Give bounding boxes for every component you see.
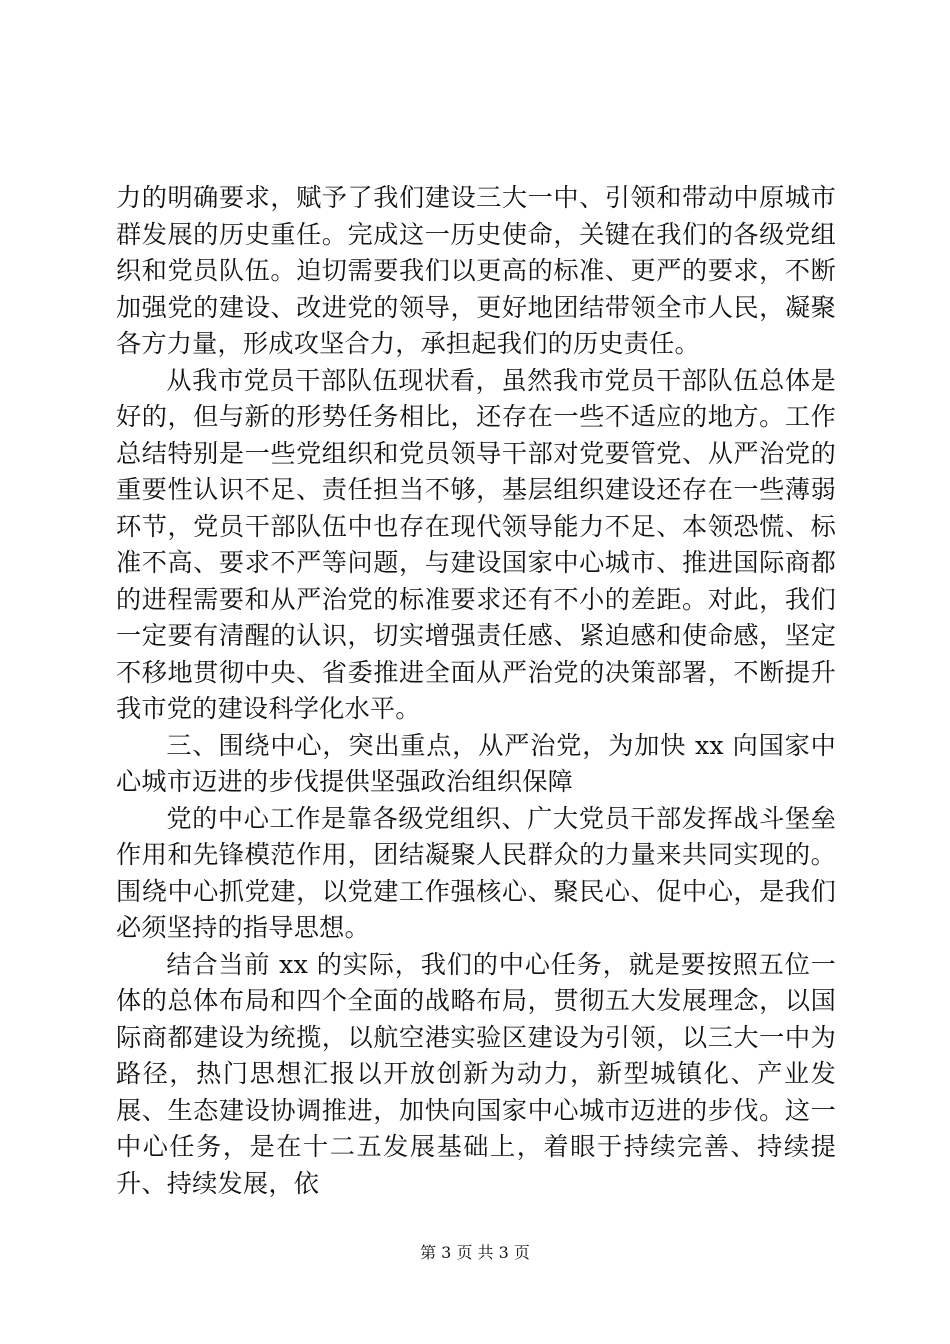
section-heading-3: 三、围绕中心，突出重点，从严治党，为加快 xx 向国家中心城市迈进的步伐提供坚强政治组织保障 — [116, 730, 836, 796]
document-body — [116, 180, 836, 1202]
paragraph-2: 从我市党员干部队伍现状看，虽然我市党员干部队伍总体是好的，但与新的形势任务相比，还存在一些不适应的地方。工作总结特别是一些党组织和党员领导干部对党要管党、从严治党的重要性认识不足、责任担当不够，基层组织建设还存在一些薄弱环节，党员干部队伍中也存在现代领导能力不足、本领恐慌、标准不高、要求不严等问题，与建设国家中心城市、推进国际商都的进程需要和从严治党的标准要求还有不小的差距。对此，我们一定要有清醒的认识，切实增强责任感、紧迫感和使命感，坚定不移地贯彻中央、省委推进全面从严治党的决策部署，不断提升我市党的建设科学化水平。 — [116, 365, 836, 723]
page-footer: 第 3 页 共 3 页 — [420, 1243, 530, 1262]
paragraph-5: 结合当前 xx 的实际，我们的中心任务，就是要按照五位一体的总体布局和四个全面的战略布局，贯彻五大发展理念，以国际商都建设为统揽，以航空港实验区建设为引领，以三大一中为路径，热门思想汇报以开放创新为动力，新型城镇化、产业发展、生态建设协调推进，加快向国家中心城市迈进的步伐。这一中心任务，是在十二五发展基础上，着眼于持续完善、持续提升、持续发展，依 — [116, 949, 836, 1198]
paragraph-4: 党的中心工作是靠各级党组织、广大党员干部发挥战斗堡垒作用和先锋模范作用，团结凝聚人民群众的力量来共同实现的。围绕中心抓党建，以党建工作强核心、聚民心、促中心，是我们必须坚持的指导思想。 — [116, 803, 836, 942]
paragraph-1: 力的明确要求，赋予了我们建设三大一中、引领和带动中原城市群发展的历史重任。完成这一历史使命，关键在我们的各级党组织和党员队伍。迫切需要我们以更高的标准、更严的要求，不断加强党的建设、改进党的领导，更好地团结带领全市人民，凝聚各方力量，形成攻坚合力，承担起我们的历史责任。 — [116, 183, 836, 358]
